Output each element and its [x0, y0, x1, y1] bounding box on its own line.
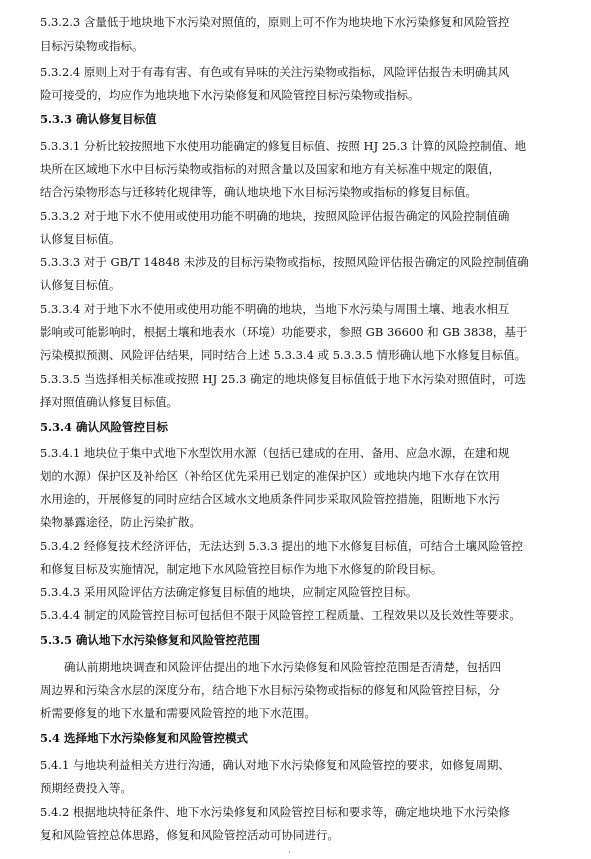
heading-5-3-4: 5.3.4 确认风险管控目标: [40, 420, 169, 434]
para-5-4-2-line-1: 5.4.2 根据地块特征条件、地下水污染修复和风险管控目标和要求等，确定地块地下水污染修: [40, 805, 510, 819]
para-5-3-2-3-line-1: 5.3.2.3 含量低于地块地下水污染对照值的，原则上可不作为地块地下水污染修复和风险管控: [40, 15, 510, 29]
para-5-3-4-3: 5.3.4.3 采用风险评估方法确定修复目标值的地块，应制定风险管控目标。: [40, 585, 418, 599]
heading-5-3-5: 5.3.5 确认地下水污染修复和风险管控范围: [40, 633, 261, 647]
para-5-3-3-5-line-1: 5.3.3.5 当选择相关标准或按照 HJ 25.3 确定的地块修复目标值低于地下水污染对照值时，可选: [40, 372, 527, 386]
para-5-3-2-4-line-1: 5.3.2.4 原则上对于有毒有害、有色或有异味的关注污染物或指标，风险评估报告未明确其风: [40, 65, 510, 79]
para-5-3-2-4-line-2: 险可接受的，均应作为地块地下水污染修复和风险管控目标污染物或指标。: [40, 88, 420, 102]
para-5-4-1-line-2: 预期经费投入等。: [40, 781, 132, 795]
para-5-3-5-line-2: 周边界和污染含水层的深度分布，结合地下水目标污染物或指标的修复和风险管控目标，分: [40, 683, 500, 697]
para-5-3-3-2-line-2: 认修复目标值。: [40, 232, 121, 246]
para-5-4-1-line-1: 5.4.1 与地块利益相关方进行沟通，确认对地下水污染修复和风险管控的要求，如修复周期、: [40, 758, 510, 772]
para-5-3-4-2-line-1: 5.3.4.2 经修复技术经济评估，无法达到 5.3.3 提出的地下水修复目标值，可结合土壤风险管控: [40, 539, 523, 553]
para-5-3-4-1-line-1: 5.3.4.1 地块位于集中式地下水型饮用水源（包括已建成的在用、备用、应急水源，在建和规: [40, 446, 510, 460]
para-5-3-3-5-line-2: 择对照值确认修复目标值。: [40, 395, 178, 409]
heading-5-4: 5.4 选择地下水污染修复和风险管控模式: [40, 731, 249, 745]
para-5-3-4-1-line-2: 划的水源）保护区及补给区（补给区优先采用已划定的准保护区）或地块内地下水存在饮用: [40, 469, 500, 483]
para-5-3-5-line-3: 析需要修复的地下水量和需要风险管控的地下水范围。: [40, 706, 316, 720]
para-5-3-2-3-line-2: 目标污染物或指标。: [40, 39, 144, 53]
page-mark: ·: [288, 848, 291, 858]
para-5-3-4-1-line-3: 水用途的，开展修复的同时应结合区域水文地质条件同步采取风险管控措施，阻断地下水污: [40, 492, 500, 506]
para-5-3-5-line-1: 确认前期地块调查和风险评估提出的地下水污染修复和风险管控范围是否清楚，包括四: [64, 660, 501, 674]
para-5-3-3-1-line-2: 块所在区域地下水中目标污染物或指标的对照含量以及国家和地方有关标准中规定的限值，: [40, 162, 500, 176]
para-5-3-3-4-line-2: 影响或可能影响时，根据土壤和地表水（环境）功能要求，参照 GB 36600 和 GB 3838，基于: [40, 325, 528, 339]
para-5-3-3-2-line-1: 5.3.3.2 对于地下水不使用或使用功能不明确的地块，按照风险评估报告确定的风险控制值确: [40, 209, 510, 223]
para-5-3-3-1-line-3: 结合污染物形态与迁移转化规律等，确认地块地下水目标污染物或指标的修复目标值。: [40, 185, 477, 199]
para-5-3-3-1-line-1: 5.3.3.1 分析比较按照地下水使用功能确定的修复目标值、按照 HJ 25.3 计算的风险控制值、地: [40, 139, 527, 153]
para-5-3-3-4-line-1: 5.3.3.4 对于地下水不使用或使用功能不明确的地块，当地下水污染与周围土壤、地表水相互: [40, 302, 510, 316]
para-5-3-3-3-line-2: 认修复目标值。: [40, 278, 121, 292]
heading-5-3-3: 5.3.3 确认修复目标值: [40, 112, 157, 126]
para-5-3-3-3-line-1: 5.3.3.3 对于 GB/T 14848 未涉及的目标污染物或指标，按照风险评估报告确定的风险控制值确: [40, 255, 529, 269]
para-5-4-2-line-2: 复和风险管控总体思路，修复和风险管控活动可协同进行。: [40, 828, 339, 842]
para-5-3-3-4-line-3: 污染模拟预测、风险评估结果，同时结合上述 5.3.3.4 或 5.3.3.5 情形确认地下水修复目标值。: [40, 348, 527, 362]
para-5-3-4-2-line-2: 和修复目标及实施情况，制定地下水风险管控目标作为地下水修复的阶段目标。: [40, 562, 443, 576]
para-5-3-4-4: 5.3.4.4 制定的风险管控目标可包括但不限于风险管控工程质量、工程效果以及长效性等要求。: [40, 608, 521, 622]
para-5-3-4-1-line-4: 染物暴露途径，防止污染扩散。: [40, 515, 201, 529]
